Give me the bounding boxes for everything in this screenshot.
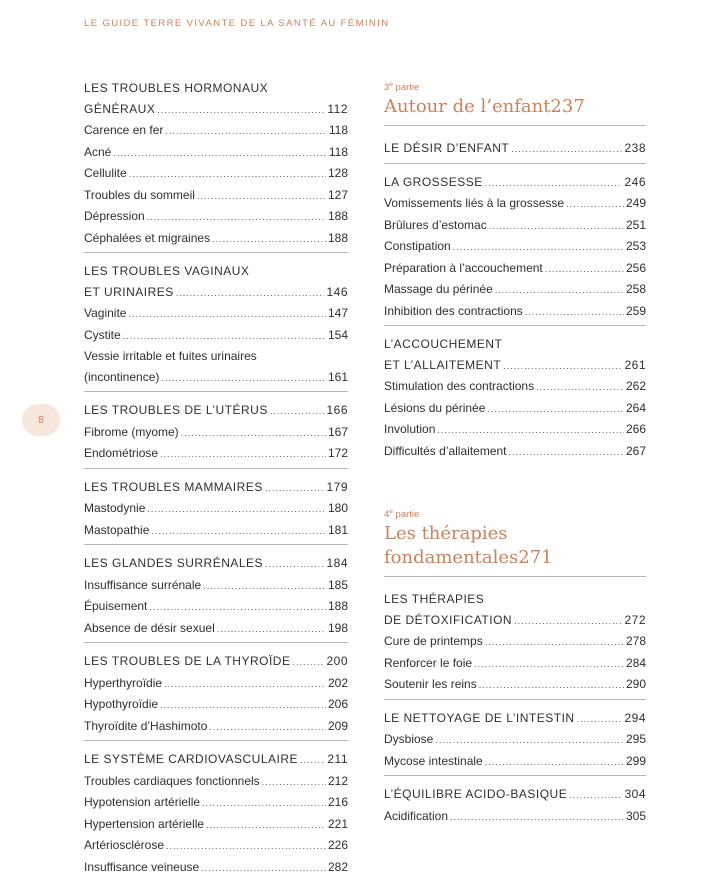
toc-section xyxy=(384,784,646,830)
toc-section xyxy=(84,78,348,253)
toc-entry[interactable]: Carence en fer ..... 118 xyxy=(84,120,348,142)
toc-entry[interactable]: Cellulite ..... 128 xyxy=(84,163,348,185)
section-heading[interactable]: ET URINAIRES ..... 146 xyxy=(84,282,348,304)
toc-entry[interactable]: Involution ..... 266 xyxy=(384,419,646,441)
toc-entry[interactable]: Épuisement ..... 188 xyxy=(84,596,348,618)
toc-entry[interactable]: Mycose intestinale ..... 299 xyxy=(384,751,646,773)
section-heading[interactable]: LE NETTOYAGE DE L’INTESTIN ..... 294 xyxy=(384,708,646,730)
toc-section xyxy=(84,749,348,881)
toc-entry[interactable]: Troubles cardiaques fonctionnels ..... 212 xyxy=(84,771,348,793)
toc-section xyxy=(384,172,646,327)
toc-entry[interactable]: Endométriose ..... 172 xyxy=(84,443,348,465)
toc-entry[interactable]: Brûlures d’estomac ..... 251 xyxy=(384,215,646,237)
toc-entry[interactable]: Hypertension artérielle ..... 221 xyxy=(84,814,348,836)
section-heading-line: LES THÉRAPIES xyxy=(384,592,485,607)
toc-entry[interactable]: Préparation à l’accouchement ..... 256 xyxy=(384,258,646,280)
part-4 xyxy=(384,505,646,577)
toc-entry[interactable]: Dysbiose ..... 295 xyxy=(384,729,646,751)
toc-right-column xyxy=(384,78,646,838)
toc-section xyxy=(84,400,348,469)
section-heading[interactable]: LES GLANDES SURRÉNALES ..... 184 xyxy=(84,553,348,575)
toc-entry[interactable]: Hypotension artérielle ..... 216 xyxy=(84,792,348,814)
section-heading-line: L’ACCOUCHEMENT xyxy=(384,337,503,352)
part-label: 4e partie xyxy=(384,508,420,521)
section-heading[interactable]: DE DÉTOXIFICATION ..... 272 xyxy=(384,610,646,632)
toc-entry[interactable]: Cystite ..... 154 xyxy=(84,325,348,347)
toc-entry[interactable]: Hypothyroïdie ..... 206 xyxy=(84,694,348,716)
section-heading[interactable]: GÉNÉRAUX ..... 112 xyxy=(84,99,348,121)
toc-entry[interactable]: Cure de printemps ..... 278 xyxy=(384,631,646,653)
section-heading-line: LES TROUBLES VAGINAUX xyxy=(84,264,250,278)
toc-entry[interactable]: Acné ..... 118 xyxy=(84,142,348,164)
toc-entry[interactable]: (incontinence) ..... 161 xyxy=(84,367,348,389)
toc-entry[interactable]: Soutenir les reins ..... 290 xyxy=(384,674,646,696)
folio-badge: 8 xyxy=(22,404,60,436)
toc-entry[interactable]: Acidification ..... 305 xyxy=(384,806,646,828)
section-heading[interactable]: L’ÉQUILIBRE ACIDO-BASIQUE ..... 304 xyxy=(384,784,646,806)
toc-entry[interactable]: Hyperthyroïdie ..... 202 xyxy=(84,673,348,695)
toc-entry[interactable]: Insuffisance veineuse ..... 282 xyxy=(84,857,348,879)
section-heading[interactable]: LE DÉSIR D’ENFANT ..... 238 xyxy=(384,138,646,160)
section-heading[interactable]: ET L’ALLAITEMENT ..... 261 xyxy=(384,355,646,377)
toc-entry[interactable]: Difficultés d’allaitement ..... 267 xyxy=(384,441,646,463)
toc-entry[interactable]: Troubles du sommeil ..... 127 xyxy=(84,185,348,207)
toc-entry[interactable]: Fibrome (myome) ..... 167 xyxy=(84,422,348,444)
toc-entry[interactable]: Dépression ..... 188 xyxy=(84,206,348,228)
toc-section xyxy=(384,138,646,164)
part-3 xyxy=(384,78,646,126)
toc-section xyxy=(384,334,646,465)
toc-entry[interactable]: Stimulation des contractions ..... 262 xyxy=(384,376,646,398)
section-heading[interactable]: LES TROUBLES DE LA THYROÏDE ..... 200 xyxy=(84,651,348,673)
section-heading[interactable]: LA GROSSESSE ..... 246 xyxy=(384,172,646,194)
toc-section xyxy=(84,553,348,643)
toc-entry-line: Vessie irritable et fuites urinaires xyxy=(84,349,257,363)
toc-entry[interactable]: Vomissements liés à la grossesse ..... 249 xyxy=(384,193,646,215)
toc-entry[interactable]: Mastodynie ..... 180 xyxy=(84,498,348,520)
toc-left-column xyxy=(84,78,348,889)
toc-section xyxy=(84,261,348,392)
toc-entry[interactable]: Mastopathie ..... 181 xyxy=(84,520,348,542)
section-heading-line: LES TROUBLES HORMONAUX xyxy=(84,81,269,95)
toc-entry[interactable]: Céphalées et migraines ..... 188 xyxy=(84,228,348,250)
part-title-line: Les thérapies xyxy=(384,523,508,545)
toc-section xyxy=(384,589,646,700)
section-heading[interactable]: LE SYSTÈME CARDIOVASCULAIRE ..... 211 xyxy=(84,749,348,771)
toc-entry[interactable]: Artériosclérose ..... 226 xyxy=(84,835,348,857)
part-title[interactable]: Autour de l’enfant 237 xyxy=(384,96,585,118)
toc-entry[interactable]: Lésions du périnée ..... 264 xyxy=(384,398,646,420)
toc-entry[interactable]: Thyroïdite d’Hashimoto ..... 209 xyxy=(84,716,348,738)
toc-section xyxy=(84,477,348,546)
toc-section xyxy=(84,651,348,741)
toc-entry[interactable]: Insuffisance surrénale ..... 185 xyxy=(84,575,348,597)
toc-entry[interactable]: Massage du périnée ..... 258 xyxy=(384,279,646,301)
running-head: LE GUIDE TERRE VIVANTE DE LA SANTÉ AU FÉMININ xyxy=(84,18,390,29)
part-label: 3e partie xyxy=(384,81,420,94)
toc-entry[interactable]: Renforcer le foie ..... 284 xyxy=(384,653,646,675)
toc-entry[interactable]: Absence de désir sexuel ..... 198 xyxy=(84,618,348,640)
toc-entry[interactable]: Inhibition des contractions ..... 259 xyxy=(384,301,646,323)
section-heading[interactable]: LES TROUBLES DE L’UTÉRUS ..... 166 xyxy=(84,400,348,422)
part-title[interactable]: fondamentales 271 xyxy=(384,547,553,569)
toc-entry[interactable]: Vaginite ..... 147 xyxy=(84,303,348,325)
toc-entry[interactable]: Constipation ..... 253 xyxy=(384,236,646,258)
toc-section xyxy=(384,708,646,777)
section-heading[interactable]: LES TROUBLES MAMMAIRES ..... 179 xyxy=(84,477,348,499)
